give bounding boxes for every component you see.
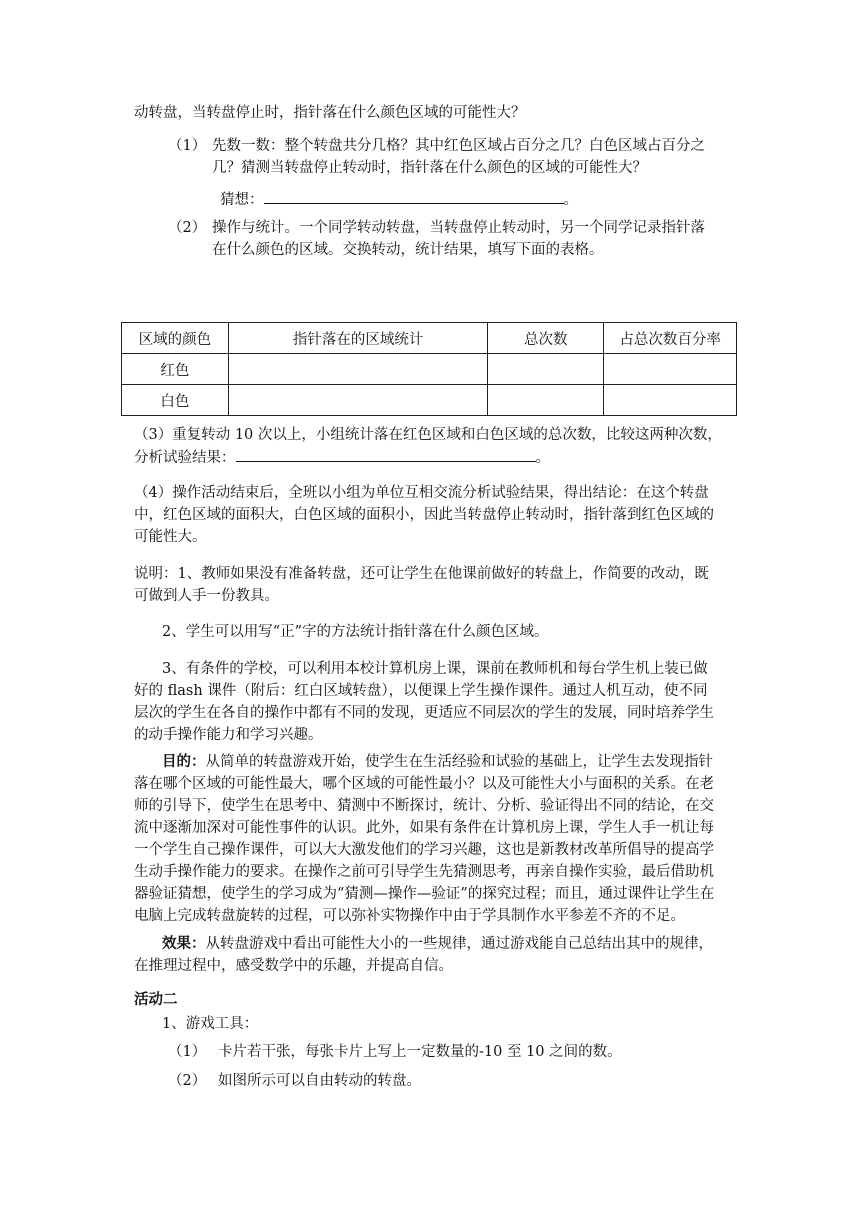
purpose-line5: 一个学生自己操作课件，可以大大激发他们的学习兴趣，这也是新教材改革所倡导的提高学: [134, 842, 714, 858]
note3-line1: 3、有条件的学校，可以利用本校计算机房上课，课前在教师机和每台学生机上装已做: [162, 661, 708, 677]
purpose-line2: 落在哪个区域的可能性最大，哪个区域的可能性最小？以及可能性大小与面积的关系。在老: [134, 776, 714, 792]
table-cell: [488, 385, 604, 416]
note1-line1: 说明：1、教师如果没有准备转盘，还可让学生在他课前做好的转盘上，作简要的改动，既: [134, 566, 709, 582]
item3-line2: [134, 446, 550, 469]
table-cell: [228, 385, 488, 416]
item4-line3: 可能性大。: [134, 529, 207, 545]
item1-line2: 几？猜测当转盘停止转动时，指针落在什么颜色的区域的可能性大？: [212, 160, 647, 176]
note2-line: 2、学生可以用写“正”字的方法统计指针落在什么颜色区域。: [162, 624, 549, 640]
item4-line2: 中，红色区域的面积大，白色区域的面积小，因此当转盘停止转动时，指针落到红色区域的: [134, 507, 714, 523]
item2-line2: 在什么颜色的区域。交换转动，统计结果，填写下面的表格。: [212, 242, 604, 258]
tool1-number: （1）: [168, 1044, 207, 1060]
purpose-line7: 器验证猜想，使学生的学习成为“猜测—操作—验证”的探究过程；而且，通过课件让学生在: [134, 886, 715, 902]
note3-line3: 层次的学生在各自的操作中都有不同的发现，更适应不同层次的学生的发展，同时培养学生: [134, 705, 714, 721]
table-cell: [488, 354, 604, 385]
guess-blank: [264, 188, 564, 204]
table-header-cell: 占总次数百分率: [604, 323, 737, 354]
effect-text: 从转盘游戏中看出可能性大小的一些规律，通过游戏能自己总结出其中的规律，: [205, 936, 713, 952]
purpose-line6: 生动手操作能力的要求。在操作之前可引导学生先猜测思考，再亲自操作实验，最后借助机: [134, 864, 714, 880]
item4-line1: （4）操作活动结束后，全班以小组为单位互相交流分析试验结果，得出结论：在这个转盘: [134, 485, 709, 501]
item2-line1: 操作与统计。一个同学转动转盘，当转盘停止转动时，另一个同学记录指针落: [212, 220, 705, 236]
table-header-row: [122, 323, 737, 354]
tool1-text: 卡片若干张，每张卡片上写上一定数量的-10 至 10 之间的数。: [218, 1044, 622, 1060]
statistics-table: [121, 322, 737, 416]
note3-line4: 的动手操作能力和学习兴趣。: [134, 727, 323, 743]
intro-line: 动转盘，当转盘停止时，指针落在什么颜色区域的可能性大？: [134, 105, 526, 121]
purpose-line8: 电脑上完成转盘旋转的过程，可以弥补实物操作中由于学具制作水平参差不齐的不足。: [134, 908, 685, 924]
table-cell: [228, 354, 488, 385]
item3-line1: （3）重复转动 10 次以上，小组统计落在红色区域和白色区域的总次数，比较这两种次数，: [134, 427, 722, 443]
activity2-title: 活动二: [134, 991, 178, 1008]
table-row: [122, 354, 737, 385]
table-row: [122, 385, 737, 416]
table-cell: 白色: [122, 385, 229, 416]
table-header-cell: 区域的颜色: [122, 323, 229, 354]
effect-label: 效果：: [162, 935, 206, 952]
purpose-text: 从简单的转盘游戏开始，使学生在生活经验和试验的基础上，让学生去发现指针: [205, 754, 713, 770]
table-cell: [604, 354, 737, 385]
tool2-text: 如图所示可以自由转动的转盘。: [218, 1073, 421, 1089]
item1-line1: 先数一数：整个转盘共分几格？其中红色区域占百分之几？白色区域占百分之: [212, 138, 705, 154]
item3-end: 。: [535, 450, 550, 466]
result-blank: [236, 446, 536, 462]
purpose-line1: [162, 751, 713, 773]
guess-end: 。: [563, 192, 578, 208]
table-cell: [604, 385, 737, 416]
purpose-label: 目的：: [162, 753, 206, 770]
guess-label: 猜想：: [220, 192, 264, 208]
note3-line2: 好的 flash 课件（附后：红白区域转盘），以便课上学生操作课件。通过人机互动，使不同: [134, 683, 708, 699]
effect-line1: [162, 933, 713, 955]
table-header-cell: 指针落在的区域统计: [228, 323, 488, 354]
table-cell: 红色: [122, 354, 229, 385]
effect-line2: 在推理过程中，感受数学中的乐趣，并提高自信。: [134, 958, 453, 974]
tools-heading: 1、游戏工具：: [162, 1016, 259, 1032]
item2-number: （2）: [168, 220, 207, 236]
purpose-line3: 师的引导下，使学生在思考中、猜测中不断探讨，统计、分析、验证得出不同的结论，在交: [134, 798, 714, 814]
item1-number: （1）: [168, 138, 207, 154]
table-header-cell: 总次数: [488, 323, 604, 354]
note1-line2: 可做到人手一份教具。: [134, 588, 279, 604]
purpose-line4: 流中逐渐加深对可能性事件的认识。此外，如果有条件在计算机房上课，学生人手一机让每: [134, 820, 714, 836]
guess-line: [220, 188, 578, 211]
item3-label: 分析试验结果：: [134, 450, 236, 466]
tool2-number: （2）: [168, 1073, 207, 1089]
